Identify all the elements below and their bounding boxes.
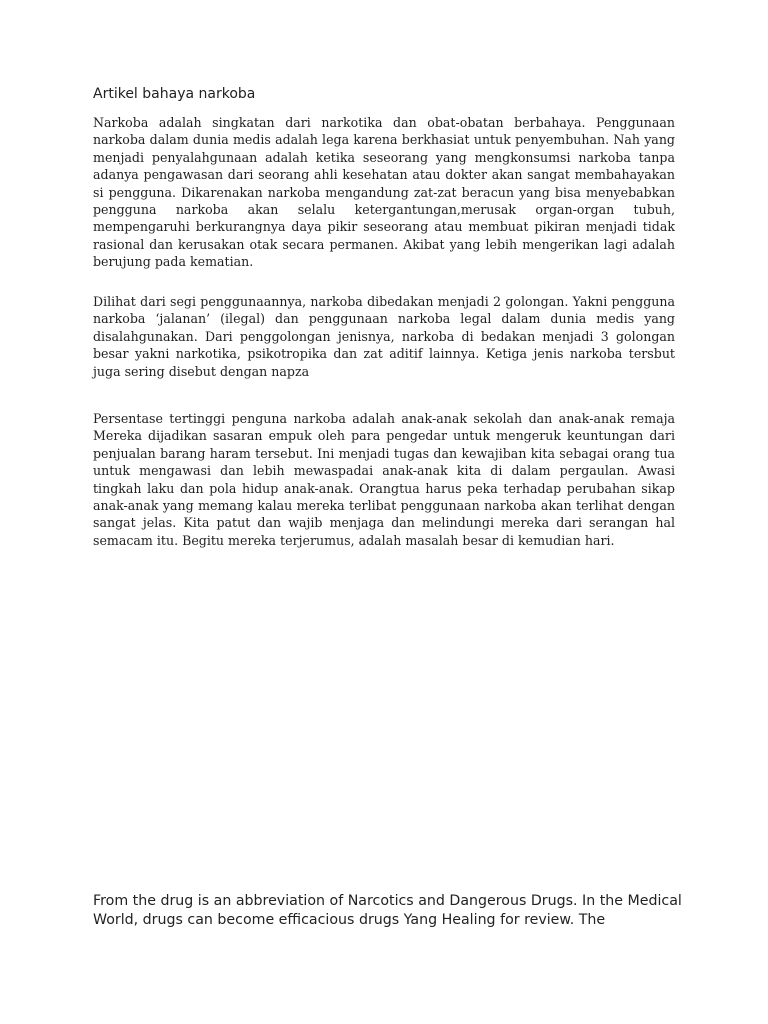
english-translation-excerpt: From the drug is an abbreviation of Narcotics and Dangerous Drugs. In the Medical World, drugs can become efficacious drugs Yang Healing for review. The <box>93 893 682 928</box>
paragraph-1: Narkoba adalah singkatan dari narkotika dan obat-obatan berbahaya. Penggunaan narkoba dalam dunia medis adalah lega karena berkhasiat untuk penyembuhan. Nah yang menjadi penyalahgunaan adalah ketika seseorang yang mengkonsumsi narkoba tanpa adanya pengawasan dari seorang ahli kesehatan atau dokter akan sangat membahayakan si pengguna. Dikarenakan narkoba mengandung zat-zat beracun yang bisa menyebabkan pengguna narkoba akan selalu ketergantungan,merusak organ-organ tubuh, mempengaruhi berkurangnya daya pikir seseorang atau membuat pikiran menjadi tidak rasional dan kerusakan otak secara permanen. Akibat yang lebih mengerikan lagi adalah berujung pada kematian. <box>93 115 675 270</box>
paragraph-3: Persentase tertinggi penguna narkoba adalah anak-anak sekolah dan anak-anak remaja Mereka dijadikan sasaran empuk oleh para pengedar untuk mengeruk keuntungan dari penjualan barang haram tersebut. Ini menjadi tugas dan kewajiban kita sebagai orang tua untuk mengawasi dan lebih mewaspadai anak-anak kita di dalam pergaulan. Awasi tingkah laku dan pola hidup anak-anak. Orangtua harus peka terhadap perubahan sikap anak-anak yang memang kalau mereka terlibat penggunaan narkoba akan terlihat dengan sangat jelas. Kita patut dan wajib menjaga dan melindungi mereka dari serangan hal semacam itu. Begitu mereka terjerumus, adalah masalah besar di kemudian hari. <box>93 411 675 548</box>
paragraph-2: Dilihat dari segi penggunaannya, narkoba dibedakan menjadi 2 golongan. Yakni pengguna narkoba ‘jalanan’ (ilegal) dan penggunaan narkoba legal dalam dunia medis yang disalahgunakan. Dari penggolongan jenisnya, narkoba di bedakan menjadi 3 golongan besar yakni narkotika, psikotropika dan zat aditif lainnya. Ketiga jenis narkoba tersbut juga sering disebut dengan napza <box>93 294 675 379</box>
document-title: Artikel bahaya narkoba <box>93 86 256 102</box>
